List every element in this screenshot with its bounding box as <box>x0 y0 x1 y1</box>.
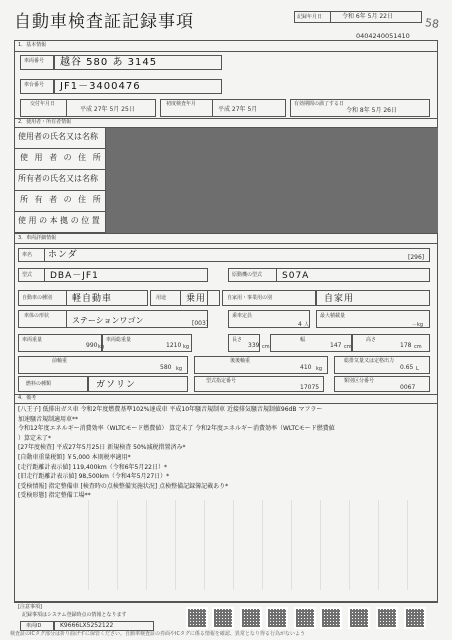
vehicle-id: K9666LX5252122 <box>60 622 114 629</box>
registration-number: 越谷 580 あ 3145 <box>60 57 158 68</box>
chassis-label: 車台番号 <box>24 82 45 88</box>
notice-text: 記録事項はシステム登録時点の情報となります <box>22 612 127 618</box>
remarks-line: ）算定未了* <box>18 434 52 442</box>
qr-code-5 <box>294 607 316 629</box>
capacity-unit: 人 <box>304 322 310 328</box>
user-address-label: 使 用 者 の 住 所 <box>20 153 103 162</box>
weight-unit: kg <box>98 344 105 350</box>
first-registration-label: 初度検査年月 <box>166 101 197 107</box>
height-label: 高さ <box>366 337 377 343</box>
remarks-block <box>18 405 434 501</box>
purpose-value: 自家用 <box>324 294 355 304</box>
section4-heading: 4．備考 <box>18 395 37 401</box>
use-value: 乗用 <box>186 294 207 304</box>
max-load-unit: －kg <box>412 322 424 328</box>
remarks-line: [自動車重量税額] ￥5,000 本則税率適用* <box>18 453 131 461</box>
length-value: 339 <box>248 342 260 349</box>
body-shape-label: 車体の形状 <box>24 313 50 319</box>
redaction-block <box>106 128 438 233</box>
fuel-value: ガソリン <box>96 380 137 390</box>
width-label: 幅 <box>300 337 306 343</box>
record-date-label: 記録年月日 <box>297 14 323 20</box>
remarks-line: [受検情報] 指定整備車 [検査時の点検整備実施状況] 点検整備記録簿記載あり* <box>18 482 229 490</box>
document-title: 自動車検査証記録事項 <box>14 12 194 32</box>
length-unit: cm <box>262 344 270 350</box>
document-number: 0404240051410 <box>356 32 410 40</box>
type-designation-label: 型式指定番号 <box>206 378 237 384</box>
remarks-line: 令和12年度エネルギー消費効率（WLTCモード燃費値） 算定未了 令和2年度エネルギー消費効率（WLTCモード燃費値 <box>18 425 335 433</box>
qr-code-8 <box>376 607 398 629</box>
remarks-line: [走行距離計表示値] 119,400km（令和6年5月22日）* <box>18 463 167 471</box>
make-value: ホンダ <box>48 250 78 260</box>
gross-weight-label: 車両総重量 <box>106 337 132 343</box>
remarks-line: [八王子] 低排出ガス車 令和2年度燃費基準102%達成車 平成10年騒音規制車 近接排気騒音規制値96dB マフラー <box>18 406 323 413</box>
make-label: 車名 <box>22 252 33 258</box>
qr-code-1 <box>186 607 208 629</box>
fuel-label: 燃料の種類 <box>26 381 52 387</box>
gross-weight-unit: kg <box>183 344 190 350</box>
section1-heading: 1．基本情報 <box>18 42 47 48</box>
record-date: 令和 6年 5月 22日 <box>342 13 393 20</box>
model-label: 型式 <box>22 272 33 278</box>
purpose-label: 自家用・事業用の別 <box>227 295 273 301</box>
vehicle-kind-label: 自動車の種別 <box>22 295 53 301</box>
expiry-label: 有効期間の満了する日 <box>294 101 345 107</box>
corner-mark: 58 <box>424 16 440 31</box>
displacement-label: 総排気量又は定格出力 <box>344 358 395 364</box>
user-name-label: 使用者の氏名又は名称 <box>18 132 98 141</box>
gross-weight-value: 1210 <box>166 342 182 349</box>
remarks-line: [受検形態] 指定整備工場** <box>18 492 91 500</box>
qr-code-3 <box>240 607 262 629</box>
rear-axle-value: 410 <box>300 364 312 371</box>
qr-code-7 <box>348 607 370 629</box>
rear-axle-label: 後後軸重 <box>230 358 251 364</box>
remarks-line: 加速騒音規制適用車** <box>18 415 79 423</box>
model-value: DBA－JF1 <box>50 271 99 281</box>
front-axle-label: 前軸重 <box>52 358 68 364</box>
bleed-through-area <box>60 500 430 590</box>
qr-code-2 <box>212 607 234 629</box>
base-location-label: 使 用 の 本 拠 の 位 置 <box>18 216 100 225</box>
remarks-line: [27年度検査] 平成27年5月25日 新規検査 50%減税措置済み* <box>18 444 186 452</box>
first-registration: 平成 27年 5月 <box>218 106 258 113</box>
engine-value: S07A <box>282 271 310 281</box>
body-shape-code: [003] <box>192 320 209 327</box>
body-shape: ステーションワゴン <box>72 316 144 325</box>
section3-heading: 3．車両詳細情報 <box>18 235 57 241</box>
weight-value: 990 <box>86 342 98 349</box>
height-unit: cm <box>414 344 422 350</box>
type-designation-value: 17075 <box>300 384 320 391</box>
displacement-value: 0.65 <box>400 364 414 371</box>
use-label: 用途 <box>156 295 167 301</box>
notice-heading: [注意事項] <box>18 604 42 610</box>
section2-heading: 2．使用者・所有者情報 <box>18 119 72 125</box>
owner-address-label: 所 有 者 の 住 所 <box>20 195 103 204</box>
engine-label: 原動機の型式 <box>232 272 263 278</box>
registration-label: 車両番号 <box>24 58 45 64</box>
make-code: [296] <box>408 254 425 261</box>
qr-code-6 <box>320 607 342 629</box>
displacement-unit: L <box>416 366 419 372</box>
issue-date-label: 交付年月日 <box>30 101 56 107</box>
category-value: 0067 <box>400 384 416 391</box>
max-load-label: 最大積載量 <box>320 313 346 319</box>
qr-code-4 <box>266 607 288 629</box>
front-axle-value: 580 <box>160 364 172 371</box>
issue-date: 平成 27年 5月 25日 <box>80 106 135 113</box>
vehicle-kind: 軽自動車 <box>72 294 113 304</box>
capacity-label: 乗車定員 <box>232 313 253 319</box>
capacity-value: 4 <box>298 321 302 328</box>
front-axle-unit: kg <box>176 366 183 372</box>
weight-label: 車両重量 <box>22 337 43 343</box>
width-value: 147 <box>330 342 342 349</box>
expiry-date: 令和 8年 5月 26日 <box>346 107 397 114</box>
length-label: 長さ <box>232 337 243 343</box>
owner-name-label: 所有者の氏名又は名称 <box>18 174 98 183</box>
remarks-line: [旧走行距離計表示値] 98,500km（令和4年5月27日）* <box>18 473 170 481</box>
qr-code-9 <box>404 607 426 629</box>
height-value: 178 <box>400 342 412 349</box>
vehicle-id-label: 車両ID <box>26 623 42 629</box>
category-label: 類別区分番号 <box>344 378 375 384</box>
bottom-notice: 検査証のICタグ部分は折り曲げずに保管ください。自動車検査証の券面やICタグに係る情報を確認、異常となり得る行為がないよう <box>10 631 305 637</box>
chassis-number: JF1－3400476 <box>60 81 141 92</box>
width-unit: cm <box>344 344 352 350</box>
rear-axle-unit: kg <box>316 366 323 372</box>
